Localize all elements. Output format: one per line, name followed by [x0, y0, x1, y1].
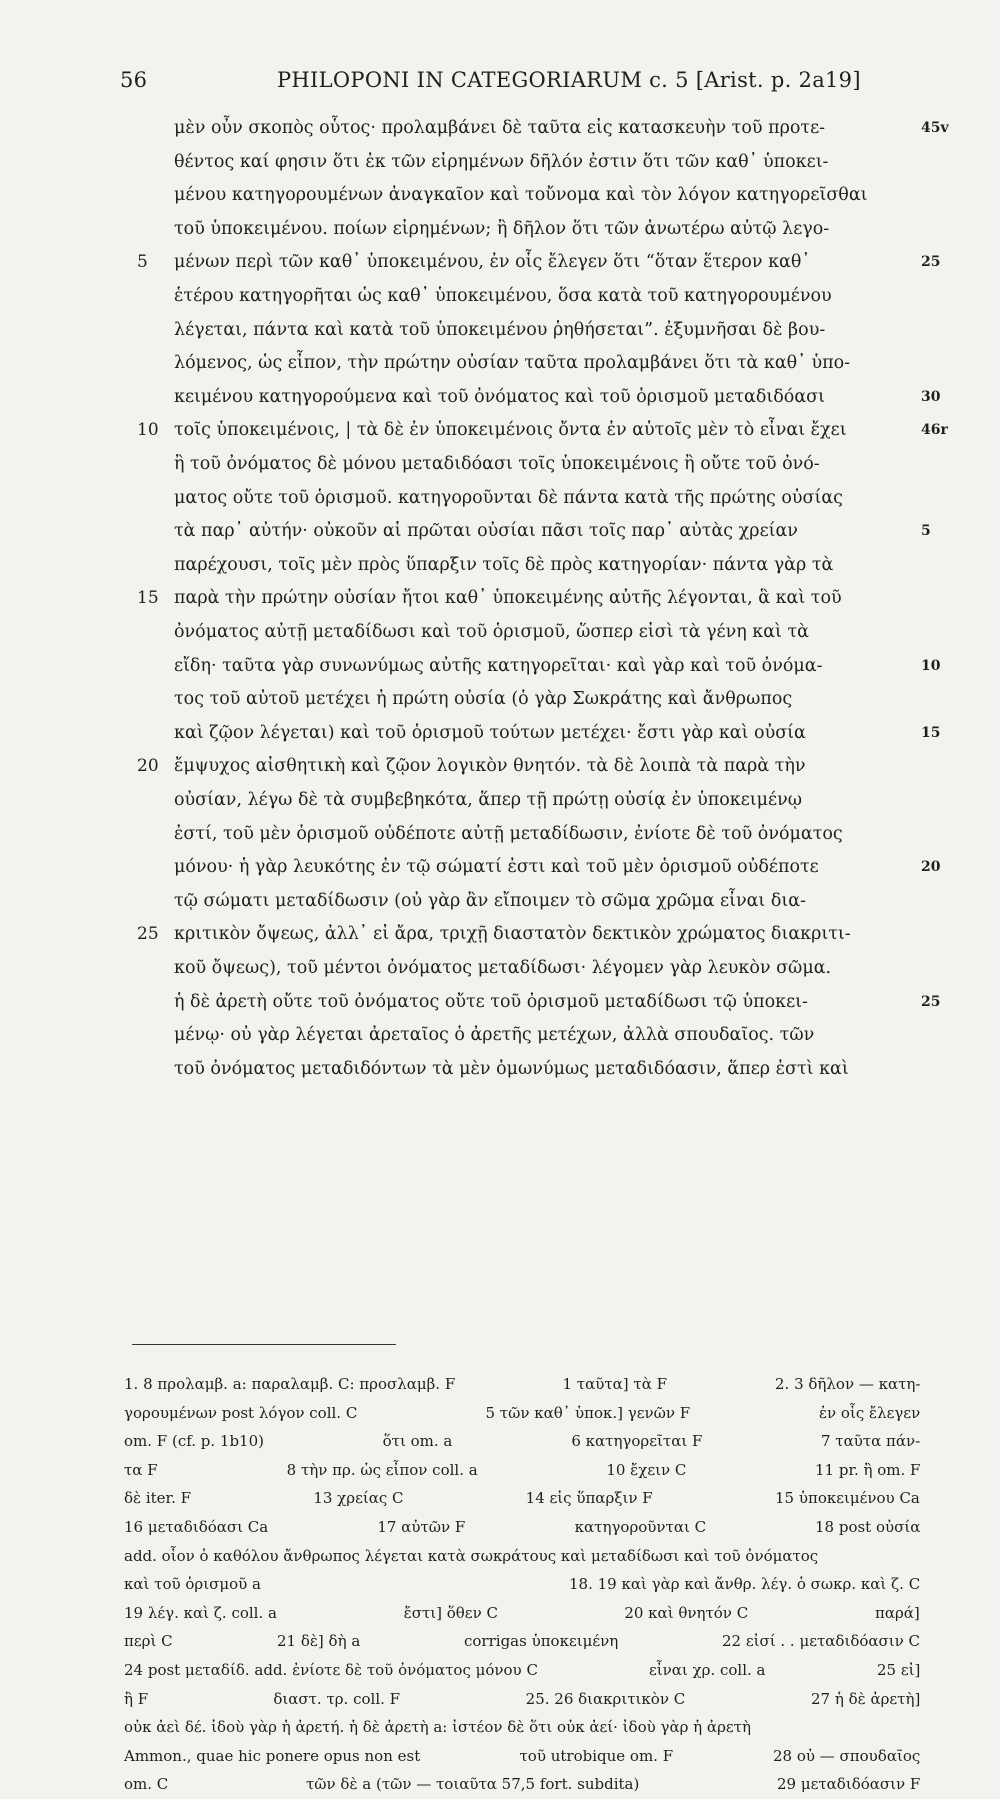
- line-text: μὲν οὖν σκοπὸς οὗτος· προλαμβάνει δὲ ταῦτα εἰς κατασκευὴν τοῦ προτε-: [174, 118, 826, 138]
- line-text: μένῳ· οὐ γὰρ λέγεται ἀρεταῖος ὁ ἀρετῆς μετέχων, ἀλλὰ σπουδαῖος. τῶν: [174, 1025, 815, 1046]
- line-text: εἴδη· ταῦτα γὰρ συνωνύμως αὐτῆς κατηγορεῖται· καὶ γὰρ καὶ τοῦ ὀνόμα-: [174, 655, 823, 676]
- line-text: μόνου· ἡ γὰρ λευκότης ἐν τῷ σώματί ἐστι καὶ τοῦ μὲν ὁρισμοῦ οὐδέποτε: [174, 857, 819, 878]
- apparatus-entry: γορουμένων post λόγον coll. C: [124, 1403, 358, 1422]
- apparatus-entry: ἢ F: [124, 1689, 149, 1708]
- apparatus-entry: κατηγοροῦνται C: [574, 1518, 707, 1536]
- text-line: [0, 213, 1000, 246]
- text-line: [0, 549, 1000, 582]
- apparatus-entry: παρά]: [875, 1603, 920, 1622]
- line-text: καὶ ζῷον λέγεται) καὶ τοῦ ὁρισμοῦ τούτων μετέχει· ἔστι γὰρ καὶ οὐσία: [174, 722, 806, 743]
- line-number: 5: [137, 252, 148, 273]
- line-text: τοῦ ὀνόματος μεταδιδόντων τὰ μὲν ὁμωνύμως μεταδιδόασιν, ἅπερ ἐστὶ καὶ: [174, 1058, 849, 1079]
- line-text: κειμένου κατηγορούμενα καὶ τοῦ ὀνόματος καὶ τοῦ ὁρισμοῦ μεταδιδόασι: [174, 386, 825, 407]
- apparatus-line: [124, 1656, 920, 1685]
- apparatus-entry: περὶ C: [124, 1632, 173, 1651]
- text-line: [0, 179, 1000, 212]
- margin-reference: 25: [921, 254, 941, 271]
- apparatus-entry: 11 pr. ἢ om. F: [815, 1460, 921, 1479]
- apparatus-entry: ἔστι] ὅθεν C: [403, 1603, 498, 1622]
- apparatus-line: [124, 1542, 920, 1571]
- apparatus-line: [124, 1685, 920, 1714]
- apparatus-line: [124, 1484, 920, 1513]
- apparatus-entry: οὐκ ἀεὶ δέ. ἰδοὺ γὰρ ἡ ἀρετή. ἡ δὲ ἀρετὴ a: ἰστέον δὲ ὅτι οὐκ ἀεί· ἰδοὺ γὰρ ἡ ἀρετὴ: [124, 1718, 751, 1737]
- apparatus-line: [124, 1713, 920, 1742]
- text-line: [0, 986, 1000, 1019]
- margin-reference: 46r: [921, 422, 948, 439]
- apparatus-entry: om. F (cf. p. 1b10): [124, 1432, 264, 1451]
- apparatus-entry: 18 post οὐσία: [815, 1518, 921, 1536]
- margin-reference: 30: [921, 388, 941, 405]
- text-line: [0, 448, 1000, 481]
- apparatus-entry: 17 αὐτῶν F: [377, 1518, 466, 1536]
- text-line: [0, 1053, 1000, 1086]
- text-line: [0, 750, 1000, 783]
- text-line: [0, 851, 1000, 884]
- line-text: ματος οὔτε τοῦ ὁρισμοῦ. κατηγοροῦνται δὲ πάντα κατὰ τῆς πρώτης οὐσίας: [174, 487, 843, 508]
- margin-reference: 10: [921, 657, 941, 674]
- text-line: [0, 515, 1000, 548]
- line-text: ἡ δὲ ἀρετὴ οὔτε τοῦ ὀνόματος οὔτε τοῦ ὁρισμοῦ μεταδίδωσι τῷ ὑποκει-: [174, 991, 808, 1012]
- apparatus-entry: 24 post μεταδίδ. add. ἐνίοτε δὲ τοῦ ὀνόματος μόνου C: [124, 1661, 538, 1679]
- running-title: PHILOPONI IN CATEGORIARUM c. 5 [Arist. p. 2a19]: [277, 68, 861, 92]
- apparatus-entry: 1 ταῦτα] τὰ F: [562, 1375, 668, 1393]
- apparatus-entry: Ammon., quae hic ponere opus non est: [124, 1746, 421, 1765]
- line-text: τῷ σώματι μεταδίδωσιν (οὐ γὰρ ἂν εἴποιμεν τὸ σῶμα χρῶμα εἶναι δια-: [174, 890, 806, 911]
- apparatus-line: [124, 1513, 920, 1542]
- line-text: ἢ τοῦ ὀνόματος δὲ μόνου μεταδιδόασι τοῖς ὑποκειμένοις ἢ οὔτε τοῦ ὀνό-: [174, 454, 820, 474]
- apparatus-entry: 1. 8 προλαμβ. a: παραλαμβ. C: προσλαμβ. F: [124, 1375, 456, 1393]
- text-line: [0, 1019, 1000, 1052]
- line-text: τὰ παρ᾽ αὐτήν· οὐκοῦν αἱ πρῶται οὐσίαι πᾶσι τοῖς παρ᾽ αὐτὰς χρείαν: [174, 521, 798, 542]
- apparatus-line: [124, 1742, 920, 1771]
- apparatus-line: [124, 1456, 920, 1485]
- apparatus-line: [124, 1427, 920, 1456]
- apparatus-entry: 2. 3 δῆλον — κατη-: [775, 1375, 921, 1393]
- apparatus-entry: εἶναι χρ. coll. a: [649, 1661, 766, 1679]
- footnote-rule: [132, 1344, 396, 1345]
- apparatus-line: [124, 1570, 920, 1599]
- apparatus-entry: 6 κατηγορεῖται F: [571, 1432, 703, 1451]
- text-line: [0, 146, 1000, 179]
- line-number: 20: [137, 756, 159, 777]
- apparatus-entry: 18. 19 καὶ γὰρ καὶ ἄνθρ. λέγ. ὁ σωκρ. καὶ ζ. C: [569, 1575, 921, 1594]
- line-text: ἑτέρου κατηγορῆται ὡς καθ᾽ ὑποκειμένου, ὅσα κατὰ τοῦ κατηγορουμένου: [174, 286, 832, 306]
- text-line: [0, 616, 1000, 649]
- line-text: κοῦ ὄψεως), τοῦ μέντοι ὀνόματος μεταδίδωσι· λέγομεν γὰρ λευκὸν σῶμα.: [174, 958, 832, 978]
- apparatus-entry: 14 εἰς ὕπαρξιν F: [525, 1489, 653, 1508]
- text-line: [0, 885, 1000, 918]
- apparatus-entry: τα F: [124, 1460, 158, 1479]
- text-line: [0, 414, 1000, 447]
- text-line: [0, 952, 1000, 985]
- line-text: τοῖς ὑποκειμένοις, | τὰ δὲ ἐν ὑποκειμένοις ὄντα ἐν αὐτοῖς μὲν τὸ εἶναι ἔχει: [174, 420, 847, 441]
- line-text: μένων περὶ τῶν καθ᾽ ὑποκειμένου, ἐν οἷς ἔλεγεν ὅτι “ὅταν ἕτερον καθ᾽: [174, 252, 811, 273]
- text-line: [0, 280, 1000, 313]
- line-text: μένου κατηγορουμένων ἀναγκαῖον καὶ τοὔνομα καὶ τὸν λόγον κατηγορεῖσθαι: [174, 185, 868, 206]
- line-text: τος τοῦ αὐτοῦ μετέχει ἡ πρώτη οὐσία (ὁ γὰρ Σωκράτης καὶ ἄνθρωπος: [174, 689, 793, 710]
- line-text: παρὰ τὴν πρώτην οὐσίαν ἤτοι καθ᾽ ὑποκειμένης αὐτῆς λέγονται, ἃ καὶ τοῦ: [174, 588, 842, 609]
- page-number: 56: [120, 68, 148, 92]
- apparatus-line: [124, 1770, 920, 1799]
- text-line: [0, 314, 1000, 347]
- apparatus-entry: τοῦ utrobique om. F: [519, 1746, 674, 1765]
- margin-reference: 5: [921, 523, 931, 540]
- apparatus-entry: 8 τὴν πρ. ὡς εἶπον coll. a: [286, 1460, 478, 1479]
- apparatus-line: [124, 1399, 920, 1428]
- apparatus-entry: 25 εἰ]: [877, 1661, 921, 1679]
- text-line: [0, 818, 1000, 851]
- apparatus-entry: 22 εἰσί . . μεταδιδόασιν C: [722, 1632, 921, 1651]
- apparatus-entry: 5 τῶν καθ᾽ ὑποκ.] γενῶν F: [485, 1403, 691, 1422]
- apparatus-entry: 27 ἡ δὲ ἀρετὴ]: [811, 1689, 921, 1708]
- apparatus-entry: 15 ὑποκειμένου Ca: [775, 1489, 920, 1508]
- apparatus-entry: διαστ. τρ. coll. F: [273, 1689, 401, 1708]
- apparatus-entry: corrigas ὑποκειμένη: [464, 1632, 619, 1651]
- line-number: 15: [137, 588, 159, 609]
- text-line: [0, 246, 1000, 279]
- text-line: [0, 650, 1000, 683]
- line-text: τοῦ ὑποκειμένου. ποίων εἰρημένων; ἢ δῆλον ὅτι τῶν ἀνωτέρω αὐτῷ λεγο-: [174, 218, 830, 239]
- line-text: λόμενος, ὡς εἶπον, τὴν πρώτην οὐσίαν ταῦτα προλαμβάνει ὅτι τὰ καθ᾽ ὑπο-: [174, 353, 851, 374]
- margin-reference: 25: [921, 993, 941, 1010]
- line-text: ἐστί, τοῦ μὲν ὁρισμοῦ οὐδέποτε αὐτῇ μεταδίδωσιν, ἐνίοτε δὲ τοῦ ὀνόματος: [174, 823, 843, 844]
- line-number: 10: [137, 420, 159, 441]
- line-text: ὀνόματος αὐτῇ μεταδίδωσι καὶ τοῦ ὁρισμοῦ, ὥσπερ εἰσὶ τὰ γένη καὶ τὰ: [174, 622, 809, 642]
- line-text: θέντος καί φησιν ὅτι ἐκ τῶν εἰρημένων δῆλόν ἐστιν ὅτι τῶν καθ᾽ ὑποκει-: [174, 151, 829, 172]
- apparatus-entry: 20 καὶ θνητόν C: [624, 1603, 749, 1622]
- apparatus-entry: 28 οὐ — σπουδαῖος: [773, 1746, 921, 1765]
- apparatus-entry: ἐν οἷς ἔλεγεν: [819, 1403, 921, 1422]
- text-line: [0, 918, 1000, 951]
- line-text: κριτικὸν ὄψεως, ἀλλ᾽ εἰ ἄρα, τριχῇ διαστατὸν δεκτικὸν χρώματος διακριτι-: [174, 924, 851, 945]
- text-line: [0, 347, 1000, 380]
- line-text: ἔμψυχος αἰσθητικὴ καὶ ζῷον λογικὸν θνητόν. τὰ δὲ λοιπὰ τὰ παρὰ τὴν: [174, 756, 806, 777]
- apparatus-entry: 16 μεταδιδόασι Ca: [124, 1518, 269, 1536]
- text-line: [0, 381, 1000, 414]
- apparatus-entry: 13 χρείας C: [313, 1489, 404, 1508]
- apparatus-entry: add. οἷον ὁ καθόλου ἄνθρωπος λέγεται κατὰ σωκράτους καὶ μεταδίδωσι καὶ τοῦ ὀνόματος: [124, 1546, 819, 1565]
- margin-reference: 45v: [921, 120, 949, 136]
- apparatus-entry: 21 δὲ] δὴ a: [277, 1632, 361, 1651]
- apparatus-entry: δὲ iter. F: [124, 1489, 192, 1508]
- apparatus-entry: 19 λέγ. καὶ ζ. coll. a: [124, 1603, 277, 1622]
- apparatus-entry: 29 μεταδιδόασιν F: [777, 1775, 921, 1794]
- apparatus-entry: ὅτι om. a: [382, 1432, 453, 1451]
- apparatus-line: [124, 1599, 920, 1628]
- apparatus-entry: 7 ταῦτα πάν-: [821, 1432, 921, 1451]
- line-text: οὐσίαν, λέγω δὲ τὰ συμβεβηκότα, ἅπερ τῇ πρώτῃ οὐσίᾳ ἐν ὑποκειμένῳ: [174, 790, 803, 810]
- text-line: [0, 482, 1000, 515]
- margin-reference: 20: [921, 859, 941, 876]
- text-line: [0, 112, 1000, 145]
- line-text: παρέχουσι, τοῖς μὲν πρὸς ὕπαρξιν τοῖς δὲ πρὸς κατηγορίαν· πάντα γὰρ τὰ: [174, 554, 834, 575]
- text-line: [0, 582, 1000, 615]
- line-text: λέγεται, πάντα καὶ κατὰ τοῦ ὑποκειμένου ῥηθήσεται”. ἐξυμνῆσαι δὲ βου-: [174, 319, 826, 340]
- text-line: [0, 784, 1000, 817]
- apparatus-entry: καὶ τοῦ ὁρισμοῦ a: [124, 1575, 261, 1594]
- text-line: [0, 683, 1000, 716]
- apparatus-entry: om. C: [124, 1775, 169, 1794]
- text-line: [0, 717, 1000, 750]
- apparatus-entry: 25. 26 διακριτικὸν C: [525, 1689, 686, 1708]
- apparatus-line: [124, 1370, 920, 1399]
- line-number: 25: [137, 924, 159, 945]
- apparatus-entry: τῶν δὲ a (τῶν — τοιαῦτα 57,5 fort. subdita): [306, 1775, 640, 1794]
- apparatus-entry: 10 ἔχειν C: [606, 1460, 687, 1479]
- margin-reference: 15: [921, 724, 941, 741]
